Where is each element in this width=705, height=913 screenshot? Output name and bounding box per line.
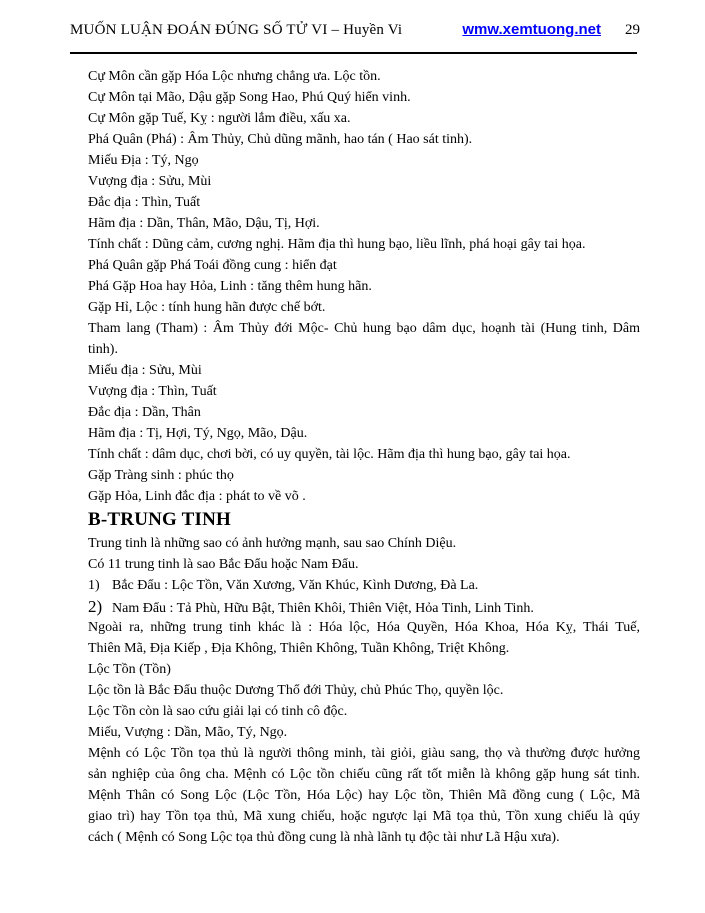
list-text: Bắc Đẩu : Lộc Tồn, Văn Xương, Văn Khúc, Kình Dương, Đà La. [112,578,479,593]
text-line: tinh). [88,342,118,357]
text-line: Ngoài ra, những trung tinh khác là : Hóa lộc, Hóa Quyền, Hóa Khoa, Hóa Kỵ, Thái Tuế, [88,620,640,635]
text-line: Cự Môn tại Mão, Dậu gặp Song Hao, Phú Quý hiển vinh. [88,90,411,105]
text-line: Hãm địa : Tị, Hợi, Tý, Ngọ, Mão, Dậu. [88,426,308,441]
text-line: Vượng địa : Sửu, Mùi [88,174,212,189]
section-heading: B-TRUNG TINH [88,509,231,530]
text-line: Phá Quân (Phá) : Âm Thủy, Chủ dũng mãnh, hao tán ( Hao sát tinh). [88,132,473,147]
text-line: Tính chất : dâm dục, chơi bời, có uy quyền, tài lộc. Hãm địa thì hung bạo, gây tai họa. [88,447,571,462]
site-link[interactable]: wmw.xemtuong.net [462,21,601,38]
text-line: Cự Môn cần gặp Hóa Lộc nhưng chẳng ưa. Lộc tồn. [88,69,381,84]
document-body [0,54,640,848]
text-line: Gặp Hỉ, Lộc : tính hung hãn được chế bớt. [88,300,326,315]
text-line: cách ( Mệnh có Song Lộc tọa thủ đồng cung là nhà lãnh tụ độc tài như Lã Hậu xưa). [88,830,560,845]
header-right-group [462,21,640,39]
list-number: 2) [88,597,103,616]
text-line: Miếu địa : Sửu, Mùi [88,363,202,378]
list-number: 1) [88,578,100,593]
text-line: Gặp Hỏa, Linh đắc địa : phát to về võ . [88,489,306,504]
text-line: giao trì) hay Tồn tọa thủ, Mã xung chiếu, hoặc ngược lại Mã tọa thủ, Tồn xung chiếu là qúy [88,809,640,824]
page-header [0,0,705,39]
text-line: Có 11 trung tinh là sao Bắc Đẩu hoặc Nam Đẩu. [88,557,359,572]
text-line: Thiên Mã, Địa Kiếp , Địa Không, Thiên Không, Tuần Không, Triệt Không. [88,641,510,656]
text-line: Vượng địa : Thìn, Tuất [88,384,217,399]
text-line: sản nghiệp của ông cha. Mệnh có Lộc tồn chiếu cũng rất tốt miễn là không gặp hung sát tinh. [88,767,640,782]
page-number: 29 [625,22,640,38]
document-title: MUỐN LUẬN ĐOÁN ĐÚNG SỐ TỬ VI – Huyền Vi [70,22,403,38]
text-line: Lộc Tồn (Tồn) [88,662,171,677]
text-line: Mệnh Thân có Song Lộc (Lộc Tồn, Hóa Lộc) hay Lộc tồn, Thiên Mã đồng cung ( Lộc, Mã [88,788,640,803]
text-line: Mệnh có Lộc Tồn tọa thủ là người thông minh, tài giỏi, giàu sang, thọ và thường được hưởng [88,746,640,761]
text-line: Miếu, Vượng : Dần, Mão, Tý, Ngọ. [88,725,288,740]
text-line: Hãm địa : Dần, Thân, Mão, Dậu, Tị, Hợi. [88,216,320,231]
text-line: Phá Gặp Hoa hay Hỏa, Linh : tăng thêm hung hãn. [88,279,372,294]
list-text: Nam Đẩu : Tả Phù, Hữu Bật, Thiên Khôi, Thiên Việt, Hỏa Tinh, Linh Tinh. [112,601,534,616]
text-line: Lộc Tồn còn là sao cứu giải lại có tinh cô độc. [88,704,348,719]
text-line: Cự Môn gặp Tuế, Kỵ : người lắm điều, xấu xa. [88,111,351,126]
text-line: Tham lang (Tham) : Âm Thủy đới Mộc- Chủ hung bạo dâm dục, hoạnh tài (Hung tinh, Dâm [88,321,640,336]
text-line: Đắc địa : Dần, Thân [88,405,201,420]
list-item [88,596,640,617]
text-line: Lộc tồn là Bắc Đẩu thuộc Dương Thổ đới Thủy, chủ Phúc Thọ, quyền lộc. [88,683,504,698]
text-line: Đắc địa : Thìn, Tuất [88,195,201,210]
text-line: Tính chất : Dũng cảm, cương nghị. Hãm địa thì hung bạo, liều lĩnh, phá hoại gây tai họa. [88,237,586,252]
text-line: Gặp Tràng sinh : phúc thọ [88,468,234,483]
text-line: Trung tinh là những sao có ảnh hưởng mạnh, sau sao Chính Diệu. [88,536,457,551]
text-line: Miếu Địa : Tý, Ngọ [88,153,199,168]
list-item [88,575,640,596]
text-line: Phá Quân gặp Phá Toái đồng cung : hiển đạt [88,258,337,273]
